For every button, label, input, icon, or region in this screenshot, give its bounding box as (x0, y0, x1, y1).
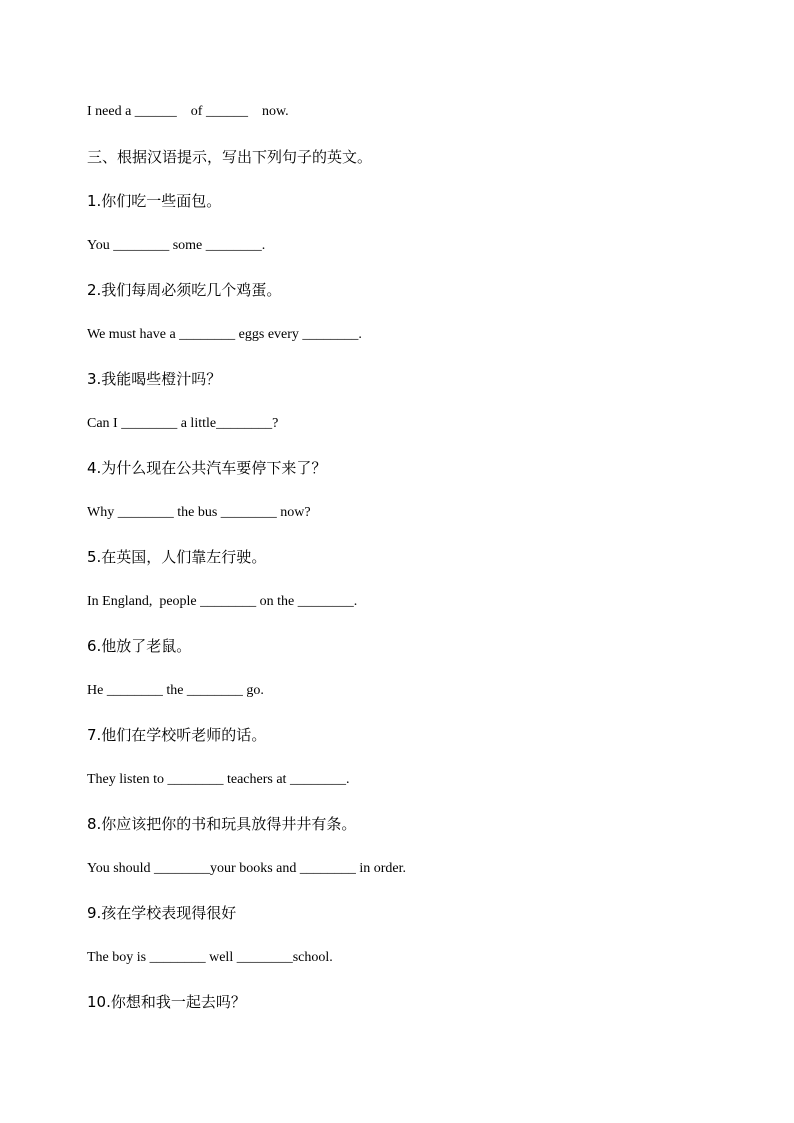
prompt-10: 10.你想和我一起去吗？ (87, 993, 246, 1011)
answer-line-8: You should ________your books and ________ in order. (87, 861, 407, 876)
prompt-7: 7.他们在学校听老师的话。 (87, 726, 267, 744)
prompt-8: 8.你应该把你的书和玩具放得井井有条。 (87, 815, 357, 833)
answer-line-3: Can I ________ a little________? (87, 416, 279, 431)
answer-line-7: They listen to ________ teachers at ________. (87, 772, 350, 787)
previous-exercise-sentence: I need a ______ of ______ now. (87, 104, 289, 119)
prompt-5: 5.在英国，人们靠左行驶。 (87, 548, 267, 566)
answer-line-5: In England, people ________ on the ________. (87, 594, 358, 609)
answer-line-2: We must have a ________ eggs every ________. (87, 327, 362, 342)
prompt-6: 6.他放了老鼠。 (87, 637, 192, 655)
prompt-9: 9.孩在学校表现得很好 (87, 904, 237, 922)
prompt-3: 3.我能喝些橙汁吗？ (87, 370, 222, 388)
answer-line-9: The boy is ________ well ________school. (87, 950, 333, 965)
section-heading: 三、根据汉语提示，写出下列句子的英文。 (87, 148, 373, 166)
prompt-4: 4.为什么现在公共汽车要停下来了？ (87, 459, 327, 477)
prompt-2: 2.我们每周必须吃几个鸡蛋。 (87, 281, 282, 299)
answer-line-6: He ________ the ________ go. (87, 683, 264, 698)
answer-line-4: Why ________ the bus ________ now? (87, 505, 311, 520)
prompt-1: 1.你们吃一些面包。 (87, 192, 222, 210)
answer-line-1: You ________ some ________. (87, 238, 266, 253)
